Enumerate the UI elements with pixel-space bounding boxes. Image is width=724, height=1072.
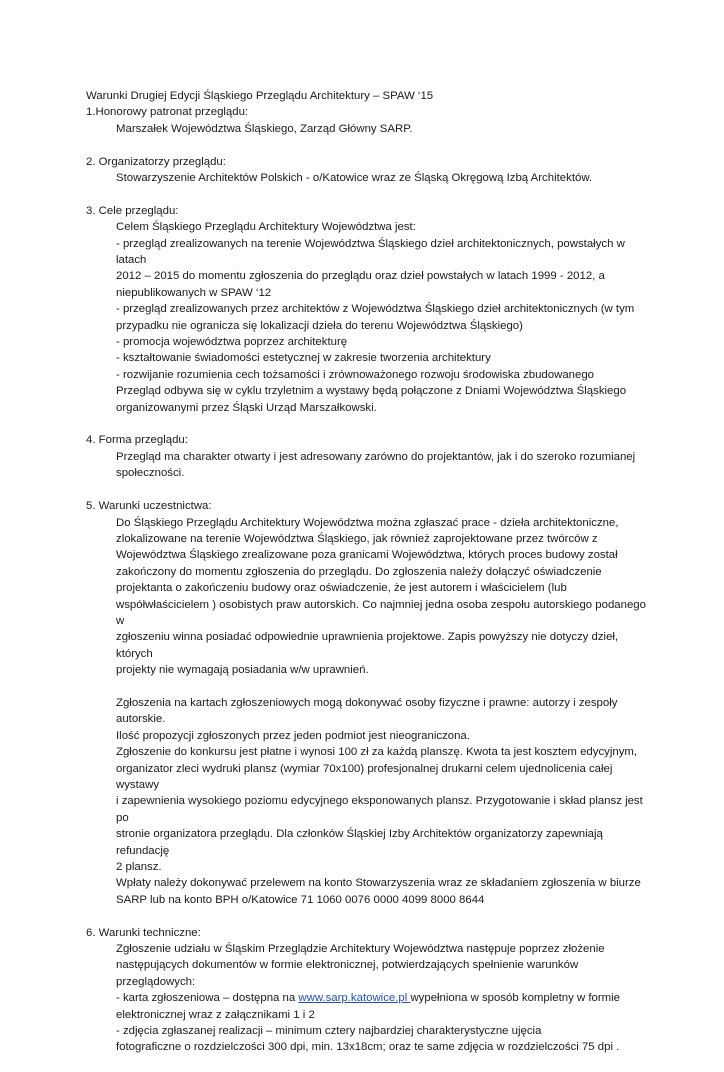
text-line: elektronicznej wraz z załącznikami 1 i 2 <box>116 1008 315 1021</box>
text-line: fotograficzne o rozdzielczości 300 dpi, min. 13x18cm; oraz te same zdjęcia w rozdzielczości 75 dpi . <box>116 1041 620 1054</box>
text-line: projektanta o zakończeniu budowy oraz oświadczenie, że jest autorem i właścicielem (lub <box>116 582 567 595</box>
section-technical-terms <box>86 925 646 1056</box>
section-heading: 6. Warunki techniczne: <box>86 926 201 939</box>
text-line: - rozwijanie rozumienia cech tożsamości i zrównoważonego rozwoju środowiska zbudowanego <box>116 368 595 381</box>
section-honorary-patronage <box>86 104 646 137</box>
paragraph-gap <box>116 679 646 695</box>
section-content <box>86 515 646 909</box>
text-line: Zgłoszenie udziału w Śląskim Przeglądzie Architektury Województwa następuje poprzez złożenie <box>116 943 605 956</box>
text-line: następujących dokumentów w formie elektronicznej, potwierdzających spełnienie warunków przeglądowych: <box>116 959 579 988</box>
text-line: zlokalizowane na terenie Województwa Śląskiego, jak również zaprojektowane przez twórców z <box>116 532 598 545</box>
section-heading: 5. Warunki uczestnictwa: <box>86 500 212 513</box>
section-goals <box>86 203 646 416</box>
section-heading: 4. Forma przeglądu: <box>86 434 188 447</box>
section-content <box>86 941 646 1056</box>
text-line: zakończony do momentu zgłoszenia do przeglądu. Do zgłoszenia należy dołączyć oświadczenie <box>116 565 602 578</box>
text-line: Województwa Śląskiego zrealizowane poza granicami Województwa, których proces budowy został <box>116 549 618 562</box>
text-line: Ilość propozycji zgłoszonych przez jeden podmiot jest nieograniczona. <box>116 729 470 742</box>
text-line: - przegląd zrealizowanych na terenie Województwa Śląskiego dzieł architektonicznych, powstałych w latach <box>116 237 625 267</box>
text-line: Przegląd ma charakter otwarty i jest adresowany zarówno do projektantów, jak i do szeroko rozumianej <box>116 450 636 463</box>
text-fragment: - karta zgłoszeniowa – dostępna na <box>116 992 299 1005</box>
text-fragment: wypełniona w sposób kompletny w formie <box>410 992 620 1005</box>
section-heading: 3. Cele przeglądu: <box>86 204 179 217</box>
text-line: - zdjęcia zgłaszanej realizacji – minimum cztery najbardziej charakterystyczne ujęcia <box>116 1025 542 1038</box>
text-line: SARP lub na konto BPH o/Katowice 71 1060 0076 0000 4099 8000 8644 <box>116 893 485 906</box>
document-title: Warunki Drugiej Edycji Śląskiego Przeglądu Architektury – SPAW ‘15 <box>86 90 434 102</box>
text-line: społeczności. <box>116 467 185 480</box>
text-line: współwłaścicielem ) osobistych praw autorskich. Co najmniej jedna osoba zespołu autorskiego podanego w <box>116 598 646 627</box>
text-line: - przegląd zrealizowanych przez architektów z Województwa Śląskiego dzieł architektonicznych (w tym <box>116 303 635 316</box>
section-organizers <box>86 154 646 187</box>
section-participation-terms <box>86 498 646 908</box>
text-line-with-link <box>116 990 646 1006</box>
text-line: projekty nie wymagają posiadania w/w uprawnień. <box>116 664 369 677</box>
text-line: i zapewnienia wysokiego poziomu edycyjnego eksponowanych plansz. Przygotowanie i skład plansz jest po <box>116 795 643 824</box>
text-line: organizowanymi przez Śląski Urząd Marszałkowski. <box>116 401 377 414</box>
section-content <box>86 219 646 416</box>
text-line: Zgłoszenia na kartach zgłoszeniowych mogą dokonywać osoby fizyczne i prawne: autorzy i zespoły <box>116 696 618 709</box>
text-line: przypadku nie ogranicza się lokalizacji dzieła do terenu Województwa Śląskiego) <box>116 319 523 332</box>
text-line: autorskie. <box>116 713 166 726</box>
text-line: 2012 – 2015 do momentu zgłoszenia do przeglądu oraz dzieł powstałych w latach 1999 - 2012, a <box>116 270 605 283</box>
section-review-form <box>86 432 646 481</box>
document-body <box>86 88 646 1072</box>
text-line: - promocja województwa poprzez architekturę <box>116 336 348 349</box>
section-content <box>86 170 646 186</box>
text-line: Marszałek Województwa Śląskiego, Zarząd Główny SARP. <box>116 122 413 135</box>
section-heading: 1.Honorowy patronat przeglądu: <box>86 106 249 119</box>
text-line: Przegląd odbywa się w cyklu trzyletnim a wystawy będą połączone z Dniami Województwa Śląskiego <box>116 385 627 398</box>
text-line: Do Śląskiego Przeglądu Architektury Województwa można zgłaszać prace - dzieła architektoniczne, <box>116 516 619 529</box>
section-heading: 2. Organizatorzy przeglądu: <box>86 155 226 168</box>
text-line: Zgłoszenie do konkursu jest płatne i wynosi 100 zł za każdą planszę. Kwota ta jest kosztem edycyjnym, <box>116 746 638 759</box>
text-line: zgłoszeniu winna posiadać odpowiednie uprawnienia projektowe. Zapis powyższy nie dotyczy dzieł, których <box>116 631 619 660</box>
section-content <box>86 121 646 137</box>
text-line: - kształtowanie świadomości estetycznej w zakresie tworzenia architektury <box>116 352 491 365</box>
sarp-website-link[interactable]: www.sarp.katowice.pl <box>298 992 411 1005</box>
text-line: niepublikowanych w SPAW ‘12 <box>116 286 272 299</box>
text-line: organizator zleci wydruki plansz (wymiar 70x100) profesjonalnej drukarni celem ujednolicenia całej wystawy <box>116 762 613 791</box>
text-line: stronie organizatora przeglądu. Dla członków Śląskiej Izby Architektów organizatorzy zapewniają refundację <box>116 828 603 857</box>
text-line: Wpłaty należy dokonywać przelewem na konto Stowarzyszenia wraz ze składaniem zgłoszenia w biurze <box>116 877 641 890</box>
text-line: 2 plansz. <box>116 861 162 874</box>
section-content <box>86 449 646 482</box>
text-line: Celem Śląskiego Przeglądu Architektury Województwa jest: <box>116 221 416 234</box>
text-line: Stowarzyszenie Architektów Polskich - o/Katowice wraz ze Śląską Okręgową Izbą Architektów. <box>116 172 593 185</box>
